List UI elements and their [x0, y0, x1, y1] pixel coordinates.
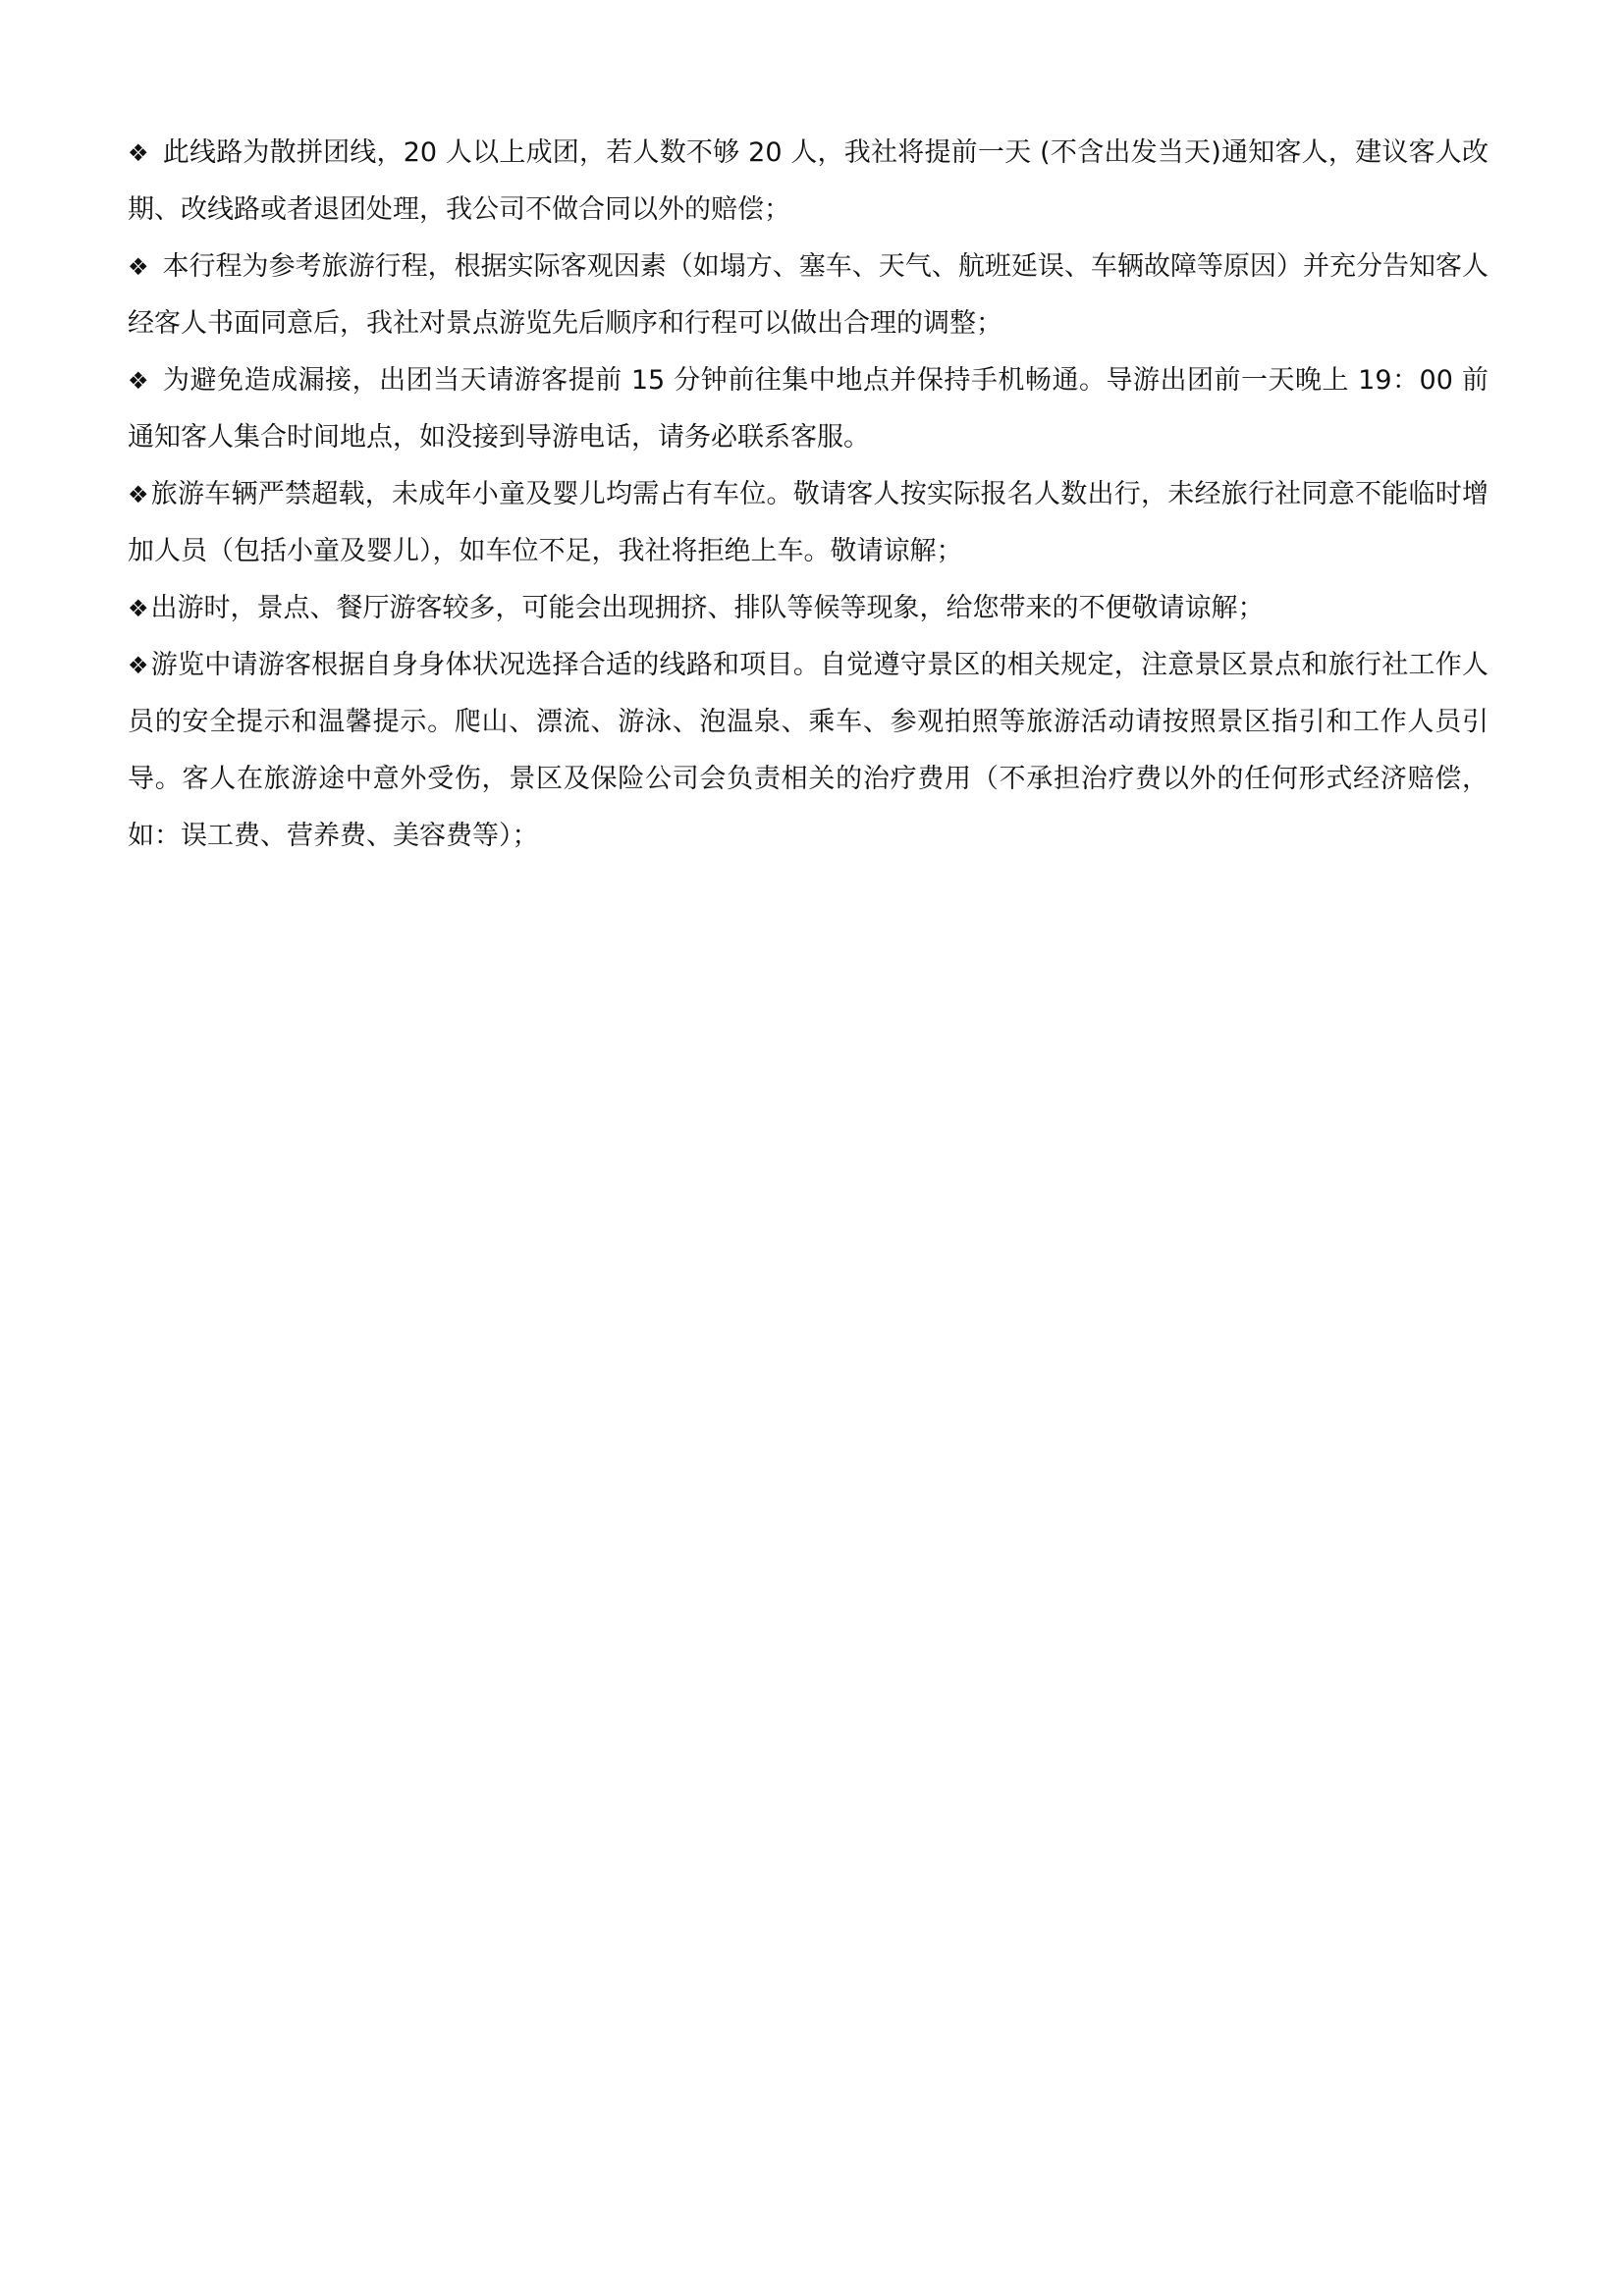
diamond-bullet-icon: ❖: [128, 481, 149, 508]
diamond-bullet-icon: ❖: [128, 652, 149, 679]
diamond-bullet-icon: ❖: [128, 139, 149, 167]
travel-notes-list: [128, 125, 1489, 865]
diamond-bullet-icon: ❖: [128, 253, 149, 281]
note-text: 出游时，景点、餐厅游客较多，可能会出现拥挤、排队等候等现象，给您带来的不便敬请谅解；: [150, 593, 1265, 623]
note-crowds: [128, 580, 1489, 637]
note-meeting-time: [128, 352, 1489, 466]
diamond-bullet-icon: ❖: [128, 367, 150, 395]
note-group-size: [128, 125, 1489, 239]
note-text: 为避免造成漏接，出团当天请游客提前 15 分钟前往集中地点并保持手机畅通。导游出团前一天晚上 19：00 前通知客人集合时间地点，如没接到导游电话，请务必联系客服。: [128, 365, 1489, 453]
note-itinerary-adjustment: [128, 239, 1489, 352]
note-text: 此线路为散拼团线，20 人以上成团，若人数不够 20 人，我社将提前一天 (不含出发当天)通知客人，建议客人改期、改线路或者退团处理，我公司不做合同以外的赔偿；: [128, 137, 1489, 225]
note-text: 本行程为参考旅游行程，根据实际客观因素（如塌方、塞车、天气、航班延误、车辆故障等原因）并充分告知客人经客人书面同意后，我社对景点游览先后顺序和行程可以做出合理的调整；: [128, 251, 1489, 339]
note-text: 游览中请游客根据自身身体状况选择合适的线路和项目。自觉遵守景区的相关规定，注意景区景点和旅行社工作人员的安全提示和温馨提示。爬山、漂流、游泳、泡温泉、乘车、参观拍照等旅游活动请按照景区指引和工作人员引导。客人在旅游途中意外受伤，景区及保险公司会负责相关的治疗费用（不承担治疗费以外的任何形式经济赔偿，如：误工费、营养费、美容费等）；: [128, 650, 1489, 851]
diamond-bullet-icon: ❖: [128, 595, 149, 622]
note-text: 旅游车辆严禁超载，未成年小童及婴儿均需占有车位。敬请客人按实际报名人数出行，未经旅行社同意不能临时增加人员（包括小童及婴儿），如车位不足，我社将拒绝上车。敬请谅解；: [128, 479, 1489, 566]
note-safety: [128, 637, 1489, 865]
note-vehicle-capacity: [128, 466, 1489, 580]
